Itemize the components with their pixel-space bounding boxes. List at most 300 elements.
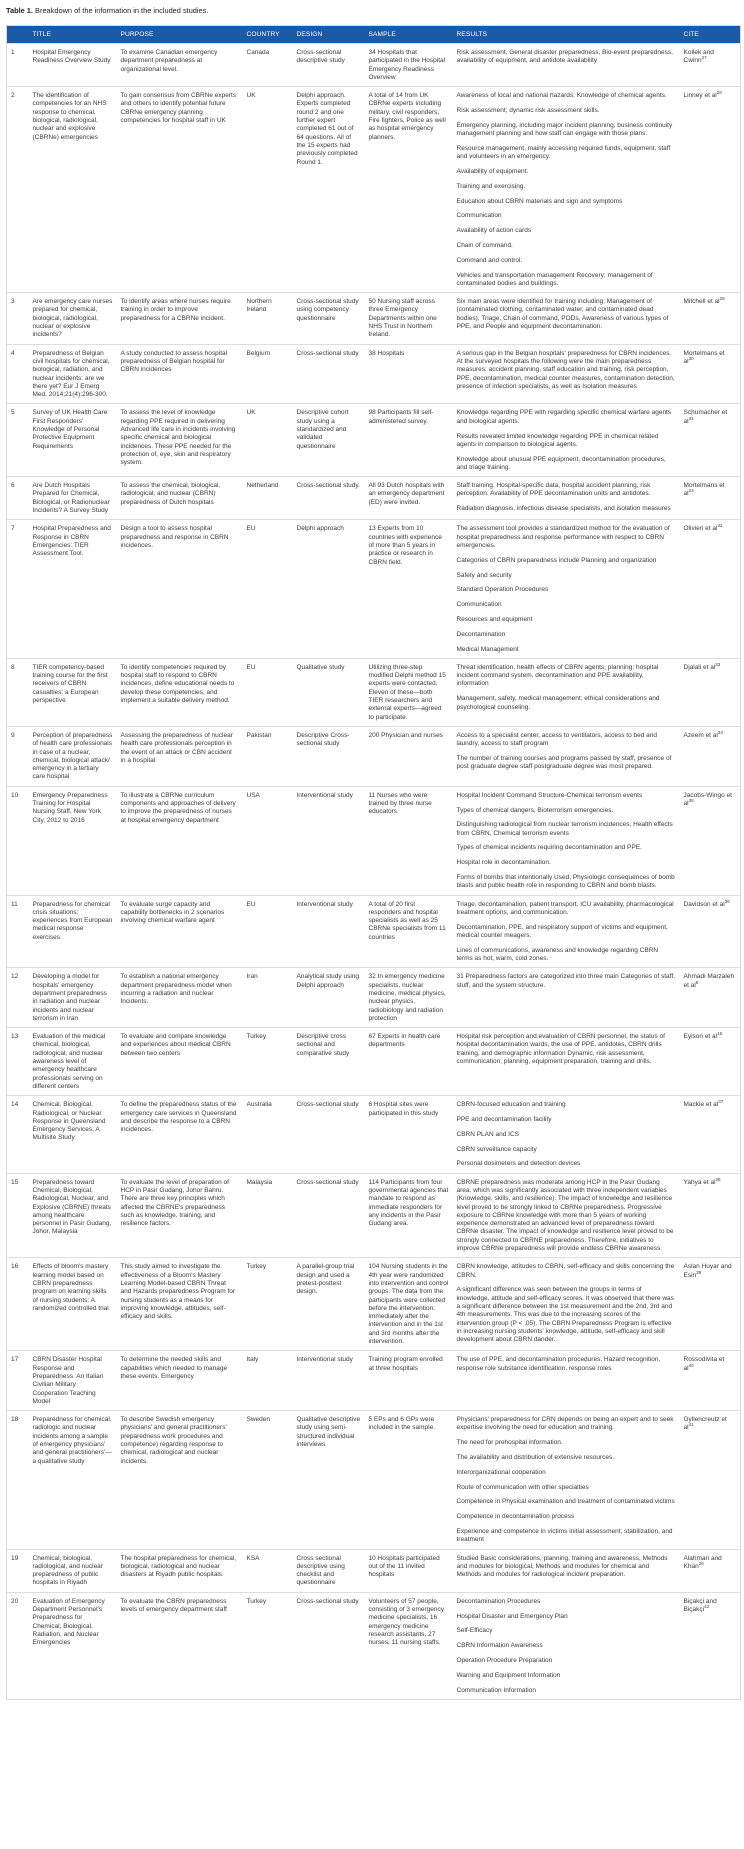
cell-purpose: To examine Canadian emergency department preparedness at organizational level.	[117, 44, 243, 87]
cite-authors: Alahmari and Khan	[683, 1554, 722, 1570]
cell-num: 6	[7, 477, 29, 520]
result-item: Availability of action cards	[456, 227, 532, 235]
cell-results	[453, 726, 680, 786]
cell-results	[453, 968, 680, 1028]
cite-authors: Linney et al	[683, 92, 717, 100]
result-item: Access to a specialist center, access to ventilators, access to bed and laundry, access to staff program	[456, 731, 658, 748]
cell-sample: 50 Nursing staff across three Emergency Departments within one NHS Trust in Northern Ireland.	[365, 293, 453, 344]
cell-sample: 11 Nurses who were trained by three nurse educators	[365, 786, 453, 895]
cell-cite	[680, 44, 741, 87]
cell-cite	[680, 87, 741, 293]
cell-cite	[680, 1028, 741, 1096]
cell-sample: 34 Hospitals that participated in the Hospital Emergency Readiness Overview	[365, 44, 453, 87]
cell-country: KSA	[243, 1549, 293, 1592]
cell-results	[453, 1028, 680, 1096]
cell-country: Malaysia	[243, 1173, 293, 1258]
cell-sample: 10 Hospitals participated out of the 11 invited hospitals	[365, 1549, 453, 1592]
cell-num: 15	[7, 1173, 29, 1258]
cell-title: Are emergency care nurses prepared for chemical, biological, radiological, nuclear or explosive incidents?	[29, 293, 117, 344]
cell-sample: A total of 14 from UK CBRNe experts including military, civil responders, Fire fighters, Police as well as hospital emergency planners.	[365, 87, 453, 293]
cell-country: Pakistan	[243, 726, 293, 786]
cell-purpose: To evaluate the CBRN preparedness levels of emergency department staff	[117, 1592, 243, 1699]
header-cite: CITE	[680, 26, 741, 44]
cell-sample: 67 Experts in health care departments	[365, 1028, 453, 1096]
table-caption	[0, 0, 744, 25]
cell-cite	[680, 658, 741, 726]
result-item: Warning and Equipment Information	[456, 1671, 561, 1679]
cell-purpose: To evaluate the level of preparation of HCP in Pasir Gudang, Johor Bahru. There are three key principles which affected the CBRNE's preparedness such as knowledge, training, and resilience factors.	[117, 1173, 243, 1258]
result-item: CBRN PLAN and ICS	[456, 1130, 519, 1138]
cell-design: Cross-sectional study	[293, 344, 365, 404]
result-item: A serious gap in the Belgian hospitals' preparedness for CBRN incidences. At the surveyed hospitals the following were the main preparedness measures: accident planning, staff education and training, risk perception, PPE, decontamination, medical counter measures, contamination detection, presence of infection specialists, as well as Isolation measures	[456, 349, 675, 390]
cell-design: A parallel-group trial design and used a pretest-posttest design.	[293, 1258, 365, 1351]
cell-country: Italy	[243, 1351, 293, 1411]
result-item: Types of chemical incidents requiring decontamination and PPE.	[456, 844, 642, 852]
cell-results	[453, 1351, 680, 1411]
result-item: Interorganizational cooperation	[456, 1468, 546, 1476]
cite-authors: Mackie et al	[683, 1101, 719, 1109]
cell-design: Analytical study using Delphi approach	[293, 968, 365, 1028]
cell-results	[453, 1592, 680, 1699]
result-item: Hospital risk perception and evaluation of CBRN personnel, the status of hospital decontamination wards, the use of PPE, antidotes, CBRN drills training, and demographic information Dynamic, risk assessment, communication, planning, equipment preparation, training and drills.	[456, 1033, 665, 1066]
cell-sample: 6 Hospital sites were participated in this study	[365, 1096, 453, 1173]
cell-design: Cross-sectional study	[293, 1173, 365, 1258]
cell-num: 17	[7, 1351, 29, 1411]
cell-num: 3	[7, 293, 29, 344]
result-item: Results revealed limited knowledge regarding PPE in chemical related agents in comparison to biological agents.	[456, 432, 659, 448]
cell-results	[453, 44, 680, 87]
cell-country: Turkey	[243, 1592, 293, 1699]
table-row	[7, 44, 741, 87]
result-item: Risk assessment, General disaster preparedness, Bio-event preparedness, availability of equipment, and antidote availability	[456, 49, 673, 65]
cell-design: Delphi approach	[293, 520, 365, 658]
cell-num: 7	[7, 520, 29, 658]
cite-authors: Rossodivita et al	[683, 1356, 725, 1372]
cell-results	[453, 344, 680, 404]
cell-design: Cross-sectional descriptive study	[293, 44, 365, 87]
cite-authors: Djalali et al	[683, 663, 716, 671]
cell-country: EU	[243, 658, 293, 726]
cell-title: The identification of competencies for an NHS response to chemical, biological, radiological, nuclear and explosive (CBRNe) emergencies	[29, 87, 117, 293]
cell-num: 19	[7, 1549, 29, 1592]
result-item: Education about CBRN materials and sign and symptoms	[456, 197, 623, 205]
cell-num: 10	[7, 786, 29, 895]
cell-purpose: To describe Swedish emergency physicians' and general practitioners' preparedness work procedures and competence) regarding response to chemical, radiological and nuclear incidents.	[117, 1411, 243, 1549]
cell-results	[453, 477, 680, 520]
table-row	[7, 726, 741, 786]
result-item: Medical Management	[456, 645, 519, 653]
table-caption-label: Table 1.	[6, 6, 33, 15]
cell-sample: Training program enrolled at three hospitals	[365, 1351, 453, 1411]
header-num	[7, 26, 29, 44]
cell-title: Preparedness of Belgian civil hospitals for chemical, biological, radiation, and nuclear incidents: are we there yet? Eur J Emerg Med. 2014;21(4):296-300.	[29, 344, 117, 404]
cell-results	[453, 786, 680, 895]
cell-results	[453, 1096, 680, 1173]
cell-sample: 98 Participants fill self-administered survey.	[365, 404, 453, 477]
cell-design: Cross-sectional study	[293, 1096, 365, 1173]
result-item: Competence in decontamination process	[456, 1513, 575, 1521]
result-item: Staff training. Hospital-specific data, hospital accident planning, risk perception. Availability of PPE decontamination units and antidotes.	[456, 482, 651, 498]
cell-cite	[680, 477, 741, 520]
cell-results	[453, 658, 680, 726]
result-item: Management, safety, medical management; ethical considerations and psychological counseling.	[456, 695, 660, 711]
cell-country: EU	[243, 520, 293, 658]
cell-country: Iran	[243, 968, 293, 1028]
cite-authors: Schumacher et al	[683, 409, 728, 425]
cell-title: Are Dutch Hospitals Prepared for Chemical, Biological, or Radionuclear Incidents? A Survey Study	[29, 477, 117, 520]
cell-design: Interventional study	[293, 786, 365, 895]
result-item: Vehicles and transportation management Recovery; management of contaminated bodies and buildings.	[456, 271, 653, 287]
cite-authors: Ahmadi Marzaleh et al	[683, 973, 735, 989]
cell-cite	[680, 1173, 741, 1258]
cell-sample: 38 Hospitals	[365, 344, 453, 404]
cell-design: Delphi approach. Experts completed round 2 and one further expert completed 61 out of 64 questions. All of the 15 experts had previously completed Round 1.	[293, 87, 365, 293]
result-item: The assessment tool provides a standardized method for the evaluation of hospital preparedness and response performance with respect to CBRN emergencies.	[456, 525, 670, 549]
cell-sample: 5 EPs and 6 GPs were included in the sample.	[365, 1411, 453, 1549]
header-country: COUNTRY	[243, 26, 293, 44]
cell-design: Cross-sectional study	[293, 1592, 365, 1699]
cell-country: Turkey	[243, 1028, 293, 1096]
table-row	[7, 786, 741, 895]
result-item: Resource management, mainly accessing required funds, equipment, staff and volunteers in an emergency.	[456, 144, 671, 161]
cite-reference-number: 34	[717, 729, 723, 735]
header-sample: SAMPLE	[365, 26, 453, 44]
table-row	[7, 895, 741, 968]
table-row	[7, 1096, 741, 1173]
result-item: Forms of bombs that intentionally Used, Physiologic consequences of bomb blasts and public health role in responding to CBRN and bomb blasts.	[456, 873, 675, 890]
cell-purpose: To evaluate and compare knowledge and experiences about medical CBRN between two centers	[117, 1028, 243, 1096]
cite-reference-number: 23	[688, 488, 694, 494]
cell-country: Netherland	[243, 477, 293, 520]
table-row	[7, 658, 741, 726]
cell-cite	[680, 895, 741, 968]
cell-title: Emergency Preparedness Training for Hospital Nursing Staff, New York City, 2012 to 2016	[29, 786, 117, 895]
cite-reference-number: 15	[717, 1031, 723, 1037]
cite-authors: Biçakçi and Biçakçi	[683, 1597, 717, 1614]
cell-num: 5	[7, 404, 29, 477]
result-item: Hospital Incident Command Structure-Chemical terrorism events	[456, 791, 643, 799]
table-row	[7, 1351, 741, 1411]
cell-num: 11	[7, 895, 29, 968]
cell-num: 18	[7, 1411, 29, 1549]
result-item: Types of chemical dangers, Bioterrorism emergencies.	[456, 806, 614, 814]
result-item: Communication	[456, 212, 502, 220]
table-row	[7, 1411, 741, 1549]
cell-sample: A total of 20 first responders and hospital specialists as well as 25 CBRNe specialists from 11 countries	[365, 895, 453, 968]
cell-cite	[680, 968, 741, 1028]
result-item: Chain of command.	[456, 241, 513, 249]
cite-authors: Aslan Huyar and Esin	[683, 1263, 732, 1279]
studies-table	[6, 25, 741, 1700]
cell-sample: 104 Nursing students in the 4th year were randomized into intervention and control groups. The data from the participants were collected before the intervention, immediately after the intervention and in the 1st and 3rd months after the intervention.	[365, 1258, 453, 1351]
cell-results	[453, 404, 680, 477]
cell-purpose: To gain consensus from CBRNe experts and others to identify potential future CBRNe emergency planning competencies for hospital staff in UK	[117, 87, 243, 293]
result-item: Knowledge regarding PPE with regarding specific chemical warfare agents and biological agents.	[456, 409, 672, 425]
cell-results	[453, 87, 680, 293]
cell-country: UK	[243, 404, 293, 477]
cite-reference-number: 31	[688, 415, 694, 421]
result-item: The use of PPE, and decontamination procedures. Hazard recognition, response role substance identification, response roles	[456, 1356, 661, 1372]
cell-purpose: To determine the needed skills and capabilities which needed to manage these events. Emergency	[117, 1351, 243, 1411]
header-design: DESIGN	[293, 26, 365, 44]
cell-purpose: To illustrate a CBRNe curriculum components and approaches of delivery to improve the preparedness of nurses at hospital emergency department	[117, 786, 243, 895]
table-row	[7, 1173, 741, 1258]
table-row	[7, 520, 741, 658]
cite-authors: Jacobs-Wingo et al	[683, 791, 732, 807]
cell-country: Australia	[243, 1096, 293, 1173]
cell-design: Qualitative study	[293, 658, 365, 726]
table-row	[7, 477, 741, 520]
result-item: Six main areas were identified for training including: Management of (contaminated clothing, contaminated water, and contaminated dead bodies), Triage, Chain of command, PODs, Awareness of various types of PPE, and People and equipment decontamination.	[456, 298, 669, 331]
result-item: Radiation diagnosis, infectious disease specialists, and isolation measures	[456, 505, 671, 513]
cell-cite	[680, 786, 741, 895]
cell-results	[453, 293, 680, 344]
result-item: Competence in Physical examination and treatment of contaminated victims	[456, 1498, 675, 1506]
result-item: Hospital role in decontamination.	[456, 859, 551, 867]
cell-num: 14	[7, 1096, 29, 1173]
result-item: Safety and security	[456, 571, 512, 579]
cell-num: 4	[7, 344, 29, 404]
result-item: CBRN Information Awareness	[456, 1642, 543, 1650]
result-item: Categories of CBRN preparedness include Planning and organization	[456, 556, 657, 564]
cite-authors: Gyllencreutz et al	[683, 1416, 727, 1432]
result-item: Lines of communications, awareness and knowledge regarding CBRN terms as hot, warm, cold zones.	[456, 946, 659, 963]
cite-reference-number: 30	[688, 355, 694, 361]
cite-reference-number: 42	[704, 1604, 710, 1610]
cite-authors: Yahya et al	[683, 1178, 716, 1186]
cell-title: Developing a model for hospitals' emergency department preparedness in radiation and nuclear incidents and nuclear terrorism in Iran	[29, 968, 117, 1028]
cell-purpose: The hospital preparedness for chemical, biological, radiological and nuclear disasters at Riyadh public hospitals	[117, 1549, 243, 1592]
cite-authors: Kollek and Cwinn	[683, 49, 714, 65]
cite-reference-number: 32	[717, 523, 723, 529]
result-item: CBRNE preparedness was moderate among HCP in the Pasir Gudang area, which was significantly associated with three independent variables (Knowledge, skills, and resilience). The impact of knowledge and resilience level proved to be strongly linked to CBRNe preparedness. Progressive exposure to CBRNe knowledge with more than 5 years of working experience demonstrated an advanced level of preparedness toward CBRNe disaster. The impact of knowledge and resilience level proved to be strongly connected to CBRNE preparedness. Therefore, initiatives to improve CBRNe preparedness will provide endless CBRNe awareness.	[456, 1178, 674, 1253]
result-item: CBRN knowledge, attitudes to CBRN, self-efficacy and skills concerning the CBRN.	[456, 1263, 675, 1279]
cell-title: CBRN Disaster Hospital Response and Preparedness. An Italian Civilian Military Cooperation Teaching Model	[29, 1351, 117, 1411]
cell-design: Qualitative descriptive study using semi-structured individual interviews	[293, 1411, 365, 1549]
table-row	[7, 344, 741, 404]
table-row	[7, 87, 741, 293]
cell-title: Survey of UK Health Care First Responders' Knowledge of Personal Protective Equipment Requirements	[29, 404, 117, 477]
cell-title: TIER competency-based training course for the first receivers of CBRN casualties: a European perspective	[29, 658, 117, 726]
result-item: Hospital Disaster and Emergency Plan	[456, 1612, 568, 1620]
cell-results	[453, 895, 680, 968]
result-item: CBRN surveillance capacity	[456, 1145, 537, 1153]
cell-country: Northern Ireland	[243, 293, 293, 344]
cite-reference-number: 40	[688, 1362, 694, 1368]
result-item: The availability and distribution of extensive resources.	[456, 1454, 615, 1462]
cell-title: Chemical, Biological, Radiological, or Nuclear Response in Queensland Emergency Services: A Multisite Study	[29, 1096, 117, 1173]
cell-num: 1	[7, 44, 29, 87]
cell-purpose: To define the preparedness status of the emergency care services in Queensland and describe the response to a CBRN incidences.	[117, 1096, 243, 1173]
result-item: A significant difference was seen between the groups in terms of knowledge, attitude and self-efficacy scores. It was observed that there was a significant difference between the 1st measurement and the 2nd, 3rd and 4th measurements. This was due to the increasing scores of the intervention group (P < .05). The CBRN Preparedness Program is effective in increasing nursing students' knowledge, attitude, self-efficacy and skill development about CBRN dander.	[456, 1286, 674, 1344]
result-item: Self-Efficacy	[456, 1627, 493, 1635]
cell-cite	[680, 1549, 741, 1592]
table-row	[7, 968, 741, 1028]
cell-country: UK	[243, 87, 293, 293]
header-title: TITLE	[29, 26, 117, 44]
cell-sample: Volunteers of 57 people, consisting of 3 emergency medicine specialists, 16 emergency medicine research assistants, 27 nurses, 11 nursing staffs.	[365, 1592, 453, 1699]
cell-cite	[680, 1258, 741, 1351]
result-item: The number of training courses and programs passed by staff, presence of post graduate degree staff postgraduate degree was most prepared.	[456, 755, 672, 771]
cite-reference-number: 27	[701, 55, 707, 61]
table-row	[7, 1258, 741, 1351]
cell-title: Effects of bloom's mastery learning model based on CBRN preparedness program on learning skills of nursing students: A randomized controlled trial	[29, 1258, 117, 1351]
table-row	[7, 404, 741, 477]
cell-sample: All 93 Dutch hospitals with an emergency department (ED) were invited.	[365, 477, 453, 520]
cell-title: Preparedness toward Chemical, Biological, Radiological, Nuclear, and Explosive (CBRNE) threats among healthcare personnel in Pasir Gudang, Johor, Malaysia	[29, 1173, 117, 1258]
cell-cite	[680, 1096, 741, 1173]
result-item: Risk assessment; dynamic risk assessment skills.	[456, 106, 600, 114]
cell-country: Sweden	[243, 1411, 293, 1549]
cell-cite	[680, 404, 741, 477]
result-item: Standard Operation Procedures	[456, 586, 549, 594]
cell-country: USA	[243, 786, 293, 895]
result-item: Communication	[456, 601, 502, 609]
cell-results	[453, 1173, 680, 1258]
result-item: Distinguishing radiological from nuclear terrorism incidences. Health effects from CBRN, Chemical terrorism events	[456, 821, 673, 837]
cell-num: 8	[7, 658, 29, 726]
cite-reference-number: 41	[688, 1422, 694, 1428]
result-item: Emergency planning, including major incident planning, business continuity management planning and how staff can engage with those plans.	[456, 121, 673, 138]
cell-country: Turkey	[243, 1258, 293, 1351]
result-item: Physicians' preparedness for CRN depends on being an expert and to seek expertise involving the need for education and training.	[456, 1416, 674, 1432]
result-item: The need for prehospital information.	[456, 1439, 563, 1447]
result-item: Training and exercising.	[456, 182, 526, 190]
result-item: Threat identification, health effects of CBRN agents, planning; hospital incident command system, decontamination and PPE availability, information	[456, 663, 659, 688]
cell-design: Interventional study	[293, 895, 365, 968]
cell-purpose: A study conducted to assess hospital preparedness of Belgian hospital for CBRN incidences	[117, 344, 243, 404]
cell-design: Cross-sectional study.	[293, 477, 365, 520]
result-item: Triage, decontamination, patient transport, ICU availability, pharmacological treatment options, and communication.	[456, 900, 674, 916]
cite-reference-number: 29	[719, 296, 725, 302]
cite-authors: Eyison et al	[683, 1033, 718, 1041]
cell-purpose: Assessing the preparedness of nuclear health care professionals perception in the event of an attack or CBN accident in a hospital	[117, 726, 243, 786]
cell-design: Descriptive cohort study using a standardized and validated questionnaire	[293, 404, 365, 477]
cell-results	[453, 1549, 680, 1592]
cell-cite	[680, 1592, 741, 1699]
cite-reference-number: 5	[695, 979, 699, 985]
table-header	[7, 26, 741, 44]
result-item: 31 Preparedness factors are categorized into three main Categories of staff, stuff, and the system structure.	[456, 973, 675, 989]
result-item: Communication Information	[456, 1686, 536, 1694]
cell-title: Hospital Emergency Readiness Overview Study	[29, 44, 117, 87]
cell-purpose: To assess the chemical, biological, radiological, and nuclear (CBRN) preparedness of Dutch hospitals	[117, 477, 243, 520]
cell-sample: 13 Experts from 10 countries with experience of more than 5 years in practice or research in CBRN field.	[365, 520, 453, 658]
cell-purpose: This study aimed to investigate the effectiveness of a Bloom's Mastery Learning Model-based CBRN Threat and Hazards preparedness Program for nursing students as a means for improving knowledge, attitudes, self-efficacy and skills.	[117, 1258, 243, 1351]
cell-title: Hospital Preparedness and Response in CBRN Emergencies: TIER Assessment Tool.	[29, 520, 117, 658]
cell-country: Canada	[243, 44, 293, 87]
cell-results	[453, 1411, 680, 1549]
cell-num: 20	[7, 1592, 29, 1699]
table-body	[7, 44, 741, 1700]
cite-reference-number: 35	[688, 798, 694, 803]
cite-reference-number: 36	[724, 898, 730, 904]
result-item: Availability of equipment.	[456, 167, 529, 175]
cell-design: Cross sectional descriptive using checklist and questionnaire	[293, 1549, 365, 1592]
cell-sample: Utilizing three-step modified Delphi method 15 experts were contacted. Eleven of these—both TIER researchers and external experts—agreed to participate.	[365, 658, 453, 726]
result-item: Personal dosimeters and detection devices	[456, 1160, 581, 1168]
cell-num: 2	[7, 87, 29, 293]
cell-purpose: To assess the level of knowledge regarding PPE required in delivering Advanced life care in incidents involving specific chemical and biological incidences. These PPE needed for the protection of, eye, skin and respiratory system.	[117, 404, 243, 477]
result-item: Decontamination, PPE, and respiratory support of victims and equipment, medical counter meagers.	[456, 923, 668, 939]
cell-design: Descriptive cross sectional and comparative study	[293, 1028, 365, 1096]
cite-authors: Mortelmans et al	[683, 349, 725, 365]
header-results: RESULTS	[453, 26, 680, 44]
cite-authors: Mitchell et al	[683, 298, 720, 306]
result-item: Knowledge about unusual PPE equipment, decontamination procedures, and triage training.	[456, 455, 666, 471]
table-row	[7, 1549, 741, 1592]
cell-num: 9	[7, 726, 29, 786]
cite-reference-number: 28	[716, 90, 722, 96]
cell-title: Preparedness for chemical, radiologic and nuclear incidents among a sample of emergency physicians' and general practitioners'—a qualitative study	[29, 1411, 117, 1549]
cell-num: 13	[7, 1028, 29, 1096]
cell-design: Cross-sectional study using competency questionnaire	[293, 293, 365, 344]
cell-purpose: To establish a national emergency department preparedness model when incurring a radiation and nuclear Incidents.	[117, 968, 243, 1028]
result-item: Operation Procedure Preparation	[456, 1656, 553, 1664]
cell-purpose: To identify areas where nurses require training in order to improve preparedness for a CBRNe incident.	[117, 293, 243, 344]
cell-country: EU	[243, 895, 293, 968]
cell-cite	[680, 293, 741, 344]
table-caption-text: Breakdown of the information in the included studies.	[35, 6, 209, 15]
cell-purpose: To identify competencies required by hospital staff to respond to CBRN incidences, define educational needs to develop these competencies, and implement a suitable delivery method.	[117, 658, 243, 726]
cell-cite	[680, 726, 741, 786]
cell-cite	[680, 344, 741, 404]
cite-authors: Azeem et al	[683, 731, 718, 739]
cell-sample: 32 In emergency medicine specialists, nuclear medicine, medical physics, nuclear physics, radiobiology and radiation protection	[365, 968, 453, 1028]
cite-reference-number: 39	[696, 1269, 702, 1275]
cell-title: Evaluation of the medical chemical, biological, radiological, and nuclear awareness level of emergency healthcare professionals serving on different centers	[29, 1028, 117, 1096]
result-item: CBRN-focused education and training	[456, 1101, 566, 1109]
result-item: Decontamination	[456, 630, 506, 638]
cell-design: Descriptive Cross-sectional study	[293, 726, 365, 786]
cite-reference-number: 33	[715, 661, 721, 667]
result-item: Awareness of local and national hazards; Knowledge of chemical agents.	[456, 92, 667, 100]
result-item: Resources and equipment	[456, 615, 533, 623]
cell-cite	[680, 1411, 741, 1549]
cell-num: 16	[7, 1258, 29, 1351]
cell-results	[453, 520, 680, 658]
cite-authors: Davidson et al	[683, 900, 725, 908]
cite-authors: Mortelmans et al	[683, 482, 725, 498]
table-row	[7, 1028, 741, 1096]
header-purpose: PURPOSE	[117, 26, 243, 44]
cite-reference-number: 37	[718, 1099, 724, 1105]
result-item: Route of communication with other specialties	[456, 1483, 589, 1491]
cell-purpose: To evaluate surge capacity and capability bottlenecks in 2 scenarios involving chemical warfare agent	[117, 895, 243, 968]
cell-title: Preparedness for chemical crisis situations: experiences from European medical response exercises	[29, 895, 117, 968]
table-row	[7, 293, 741, 344]
result-item: Experience and competence in victims initial assessment, stabilization, and treatment	[456, 1528, 673, 1544]
cell-country: Belgium	[243, 344, 293, 404]
cell-title: Evaluation of Emergency Department Personnel's Preparedness for Chemical, Biological, Radiation, and Nuclear Emergencies	[29, 1592, 117, 1699]
result-item: Studied Basic considerations, planning, training and awareness, Methods and modules for biological, Methods and modules for chemical and Methods and modules for radiological incident preparation.	[456, 1554, 668, 1579]
cite-reference-number: 38	[715, 1176, 721, 1182]
cell-purpose: Design a tool to assess hospital preparedness and response in CBRN incidences.	[117, 520, 243, 658]
cell-cite	[680, 1351, 741, 1411]
cell-cite	[680, 520, 741, 658]
cell-title: Chemical, biological, radiological, and nuclear preparedness of public hospitals in Riyadh	[29, 1549, 117, 1592]
cell-title: Perception of preparedness of health care professionals in case of a nuclear, chemical, biological attack/ emergency in a tertiary care hospital	[29, 726, 117, 786]
cite-authors: Olivieri et al	[683, 525, 718, 533]
cell-results	[453, 1258, 680, 1351]
result-item: Command and control.	[456, 256, 523, 264]
cell-sample: 114 Participants from four governmental agencies that mandate to respond as immediate responders for any incidents in the Pasir Gudang area.	[365, 1173, 453, 1258]
cell-design: Interventional study	[293, 1351, 365, 1411]
result-item: PPE and decontamination facility	[456, 1116, 552, 1124]
cell-num: 12	[7, 968, 29, 1028]
cell-sample: 200 Physician and nurses	[365, 726, 453, 786]
cite-reference-number: 26	[698, 1560, 704, 1566]
